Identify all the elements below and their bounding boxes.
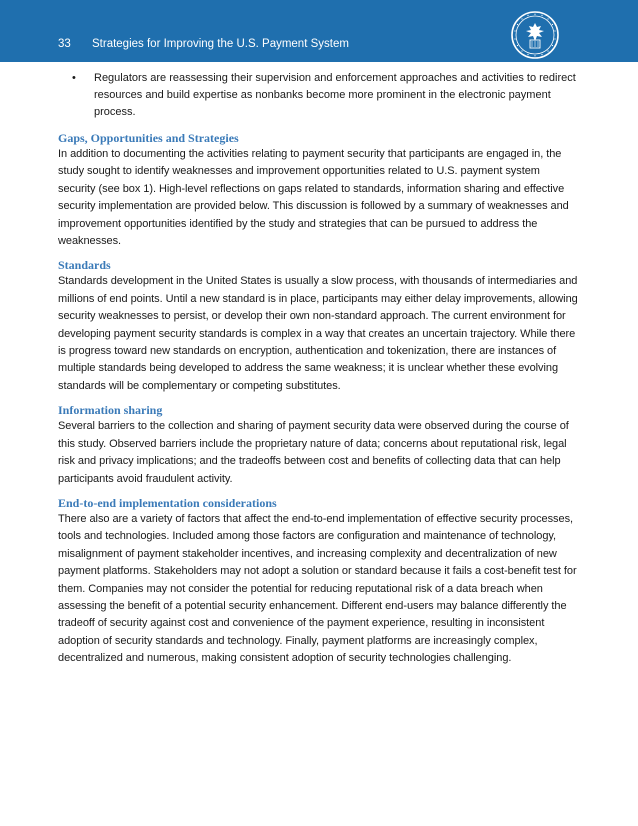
federal-reserve-seal-icon: [510, 10, 560, 60]
page-number: 33: [58, 38, 71, 50]
section-paragraph: Standards development in the United States is usually a slow process, with thousands of intermediaries and millions of end points. Until a new standard is in place, participants may either delay improvements, allowing security weaknesses to persist, or develop their own non-standard approach. The current environment for developing payment security standards is complex in a way that creates an uncertain trajectory. While there is progress toward new standards on encryption, authentication and tokenization, there are instances of multiple standards being developed to address the same weakness; it is unclear whether these evolving standards will be complementary or competing substitutes.: [58, 275, 578, 392]
page-header: [0, 0, 638, 62]
section-paragraph: In addition to documenting the activities relating to payment security that participants are engaged in, the study sought to identify weaknesses and improvement opportunities related to U.S. payment system security (see box 1). High-level reflections on gaps related to standards, information sharing and effective security implementation are provided below. This discussion is followed by a summary of weaknesses and improvement opportunities identified by the study and strategies that can be pursued to address the weaknesses.: [58, 148, 569, 248]
section-heading: Information sharing: [58, 403, 163, 418]
section-standards: [58, 257, 580, 395]
section-paragraph: There also are a variety of factors that affect the end-to-end implementation of effective security processes, tools and technologies. Included among those factors are configuration and maintenance of technology, misalignment of payment stakeholder incentives, and increasing complexity and decentralization of new payment platforms. Stakeholders may not adopt a solution or standard because it fails a cost-benefit test for them. Companies may not consider the potential for reducing reputational risk of a data breach when assessing the benefit of a potential security enhancement. Different end-users may balance differently the tradeoff of security against cost and convenience of the payment experience, resulting in inconsistent adoption of security standards and technology. Finally, payment platforms are increasingly complex, decentralized and numerous, making consistent adoption of security technologies challenging.: [58, 512, 577, 665]
bullet-text: Regulators are reassessing their supervision and enforcement approaches and activities to redirect resources and build expertise as nonbanks become more prominent in the electronic payment process.: [94, 72, 576, 118]
document-title: Strategies for Improving the U.S. Payment System: [92, 38, 349, 50]
bullet-item: [58, 70, 580, 121]
section-heading: Gaps, Opportunities and Strategies: [58, 131, 239, 145]
section-paragraph: Several barriers to the collection and sharing of payment security data were observed during the course of this study. Observed barriers include the proprietary nature of data; concerns about reputational risk, legal risk and privacy implications; and the tradeoffs between cost and benefits of collecting data that can help participants avoid fraudulent activity.: [58, 420, 569, 485]
section-information-sharing: [58, 402, 580, 488]
page-body: [58, 70, 580, 668]
bullet-icon: •: [72, 72, 76, 84]
section-end-to-end: [58, 495, 580, 668]
section-gaps: [58, 130, 580, 250]
section-heading: Standards: [58, 258, 111, 273]
section-heading: End-to-end implementation considerations: [58, 495, 277, 510]
